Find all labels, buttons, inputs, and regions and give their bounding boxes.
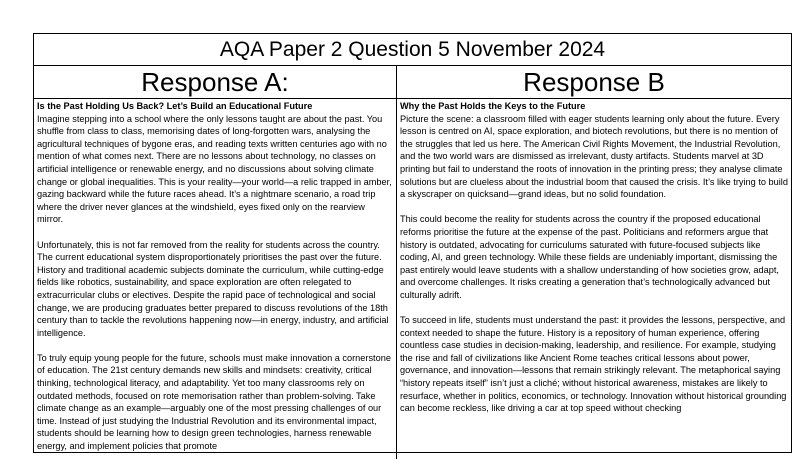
- response-b-paragraph: To succeed in life, students must understand the past: it provides the lessons, perspective, and context needed to shape the future. History is a repository of human experience, offering countless case studies in decision-making, leadership, and resilience. For example, studying the rise and fall of civilizations like Ancient Rome teaches critical lessons about power, governance, and innovation—lessons that remain strikingly relevant. The metaphorical saying “history repeats itself” isn’t just a cliché; without historical awareness, mistakes are likely to resurface, whether in politics, economics, or technology. Innovation without historical grounding can become reckless, like driving a car at top speed without checking: [400, 315, 787, 414]
- comparison-table: [33, 33, 792, 453]
- document-title: AQA Paper 2 Question 5 November 2024: [34, 34, 791, 66]
- response-a-paragraph: To truly equip young people for the future, schools must make innovation a cornerstone of education. The 21st century demands new skills and mindsets: creativity, critical thinking, technological literacy, and adaptability. Yet too many classrooms rely on outdated methods, focused on rote memorisation rather than problem-solving. Take climate change as an example—arguably one of the most pressing challenges of our time. Instead of just studying the Industrial Revolution and its environmental impact, students should be learning how to design green technologies, harness renewable energy, and implement policies that promote: [37, 352, 391, 452]
- response-b-paragraph: This could become the reality for students across the country if the proposed educational reforms prioritise the future at the expense of the past. Politicians and reformers argue that history is outdated, advocating for curriculums saturated with future-focused subjects like coding, AI, and green technology. While these fields are undeniably important, dismissing the past entirely would leave students with a shallow understanding of how societies grow, adapt, and overcome challenges. It risks creating a generation that’s technologically advanced but culturally adrift.: [400, 214, 779, 300]
- response-b-paragraph: Picture the scene: a classroom filled with eager students learning only about the future. Every lesson is centred on AI, space exploration, and biotech revolutions, but there is no mention of the struggles that led us here. The American Civil Rights Movement, the Industrial Revolution, and the two world wars are dismissed as irrelevant, dusty artifacts. Students marvel at 3D printing but fail to understand the roots of innovation in the printing press; they analyse climate solutions but are clueless about the industrial boom that caused the crisis. It’s like trying to build a skyscraper on quicksand—grand ideas, but no solid foundation.: [400, 113, 788, 200]
- response-header-row: [34, 66, 791, 99]
- response-a-text: [34, 99, 397, 459]
- response-b-heading: Why the Past Holds the Keys to the Future: [400, 101, 586, 111]
- response-body-row: [34, 99, 791, 459]
- response-a-label: Response A:: [34, 66, 397, 98]
- response-a-heading: Is the Past Holding Us Back? Let’s Build an Educational Future: [37, 101, 313, 111]
- response-a-paragraph: Unfortunately, this is not far removed from the reality for students across the country. The current educational system disproportionately prioritises the past over the future. History and traditional academic subjects dominate the curriculum, while cutting-edge fields like robotics, sustainability, and space exploration are often relegated to extracurricular clubs or electives. Despite the rapid pace of technological and social change, we are producing graduates better prepared to discuss revolutions of the 18th century than to tackle the revolutions happening now—in energy, industry, and artificial intelligence.: [37, 239, 389, 338]
- response-a-paragraph: Imagine stepping into a school where the only lessons taught are about the past. You shuffle from class to class, memorising dates of long-forgotten wars, analysing the agricultural techniques of bygone eras, and reading texts written centuries ago with no mention of what comes next. There are no lessons about technology, no classes on artificial intelligence or renewable energy, and no discussions about solving climate change or global inequalities. This is your reality—your world—a relic trapped in amber, gazing backward while the future races ahead. It’s a nightmare scenario, a road trip where the driver never glances at the windshield, eyes fixed only on the rearview mirror.: [37, 113, 392, 225]
- response-b-text: [397, 99, 791, 459]
- response-b-label: Response B: [523, 67, 665, 97]
